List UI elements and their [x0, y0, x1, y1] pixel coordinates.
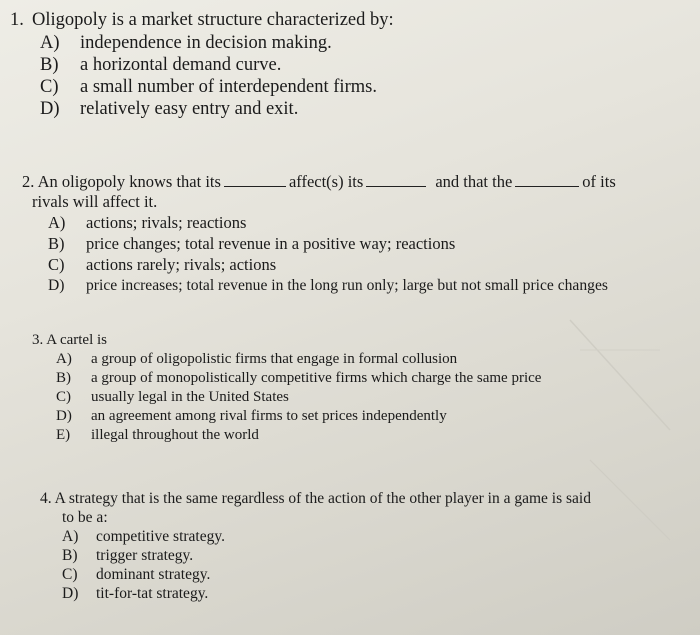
option-a — [32, 350, 541, 369]
question-text: A strategy that is the same regardless of the action of the other player in a game is said — [54, 490, 591, 507]
option-letter: D) — [56, 408, 72, 424]
question-number: 2. — [22, 172, 35, 191]
option-letter: A) — [40, 33, 60, 53]
option-b — [22, 233, 616, 254]
question-text-line-2: to be a: — [62, 509, 108, 526]
question-number: 3. — [32, 332, 44, 348]
option-c — [22, 254, 616, 275]
option-letter: C) — [48, 255, 65, 274]
option-letter: A) — [62, 528, 79, 545]
option-text: price increases; total revenue in the long run only; large but not small price changes — [86, 277, 608, 294]
option-b — [10, 54, 394, 76]
fill-in-blank-3 — [515, 185, 579, 187]
option-letter: D) — [48, 277, 65, 294]
option-letter: B) — [40, 55, 59, 75]
option-d — [10, 98, 394, 120]
option-d — [32, 407, 541, 426]
option-letter: C) — [56, 389, 71, 405]
option-text: dominant strategy. — [96, 566, 211, 583]
option-text: trigger strategy. — [96, 547, 194, 564]
option-text: a horizontal demand curve. — [80, 55, 282, 75]
option-text: a small number of interdependent firms. — [80, 77, 377, 97]
option-text: independence in decision making. — [80, 33, 332, 53]
question-text-line-2: rivals will affect it. — [32, 192, 158, 211]
option-letter: B) — [48, 234, 65, 253]
option-text: relatively easy entry and exit. — [80, 99, 299, 119]
question-3 — [32, 330, 541, 445]
option-letter: C) — [40, 77, 59, 97]
question-text: A cartel is — [46, 332, 108, 348]
option-a — [22, 212, 616, 233]
option-letter: D) — [62, 585, 79, 602]
question-stem — [10, 8, 394, 32]
option-letter: A) — [48, 213, 66, 232]
option-text: illegal throughout the world — [91, 427, 259, 443]
question-text-part-3: and that the — [435, 172, 513, 191]
question-text-part-2: affect(s) its — [288, 172, 364, 191]
option-text: price changes; total revenue in a positive way; reactions — [86, 234, 456, 253]
option-text: actions; rivals; reactions — [86, 213, 247, 232]
question-text-part-1: An oligopoly knows that its — [37, 172, 221, 191]
option-letter: E) — [56, 427, 71, 443]
option-a — [40, 527, 591, 546]
option-c — [10, 76, 394, 98]
option-b — [32, 369, 541, 388]
question-stem — [22, 172, 616, 192]
option-letter: A) — [56, 351, 72, 367]
option-text: a group of monopolistically competitive firms which charge the same price — [91, 370, 542, 386]
option-text: actions rarely; rivals; actions — [86, 255, 277, 274]
question-stem — [32, 330, 541, 350]
option-e — [32, 426, 541, 445]
question-text: Oligopoly is a market structure characterized by: — [32, 10, 394, 30]
option-d — [22, 275, 616, 296]
option-text: usually legal in the United States — [91, 389, 289, 405]
option-letter: C) — [62, 566, 78, 583]
question-1 — [10, 8, 394, 120]
option-text: an agreement among rival firms to set prices independently — [91, 408, 447, 424]
option-letter: B) — [56, 370, 71, 386]
question-text-part-4: of its — [582, 172, 616, 191]
question-number: 4. — [40, 490, 52, 507]
question-4 — [40, 489, 591, 603]
option-text: a group of oligopolistic firms that engage in formal collusion — [91, 351, 458, 367]
question-2 — [22, 172, 616, 296]
fill-in-blank-2 — [366, 185, 426, 187]
fill-in-blank-1 — [224, 185, 286, 187]
option-text: tit-for-tat strategy. — [96, 585, 209, 602]
question-stem — [40, 489, 591, 508]
option-d — [40, 584, 591, 603]
option-c — [32, 388, 541, 407]
question-number: 1. — [10, 10, 24, 30]
option-letter: B) — [62, 547, 78, 564]
option-letter: D) — [40, 99, 60, 119]
option-a — [10, 32, 394, 54]
option-b — [40, 546, 591, 565]
option-c — [40, 565, 591, 584]
option-text: competitive strategy. — [96, 528, 225, 545]
